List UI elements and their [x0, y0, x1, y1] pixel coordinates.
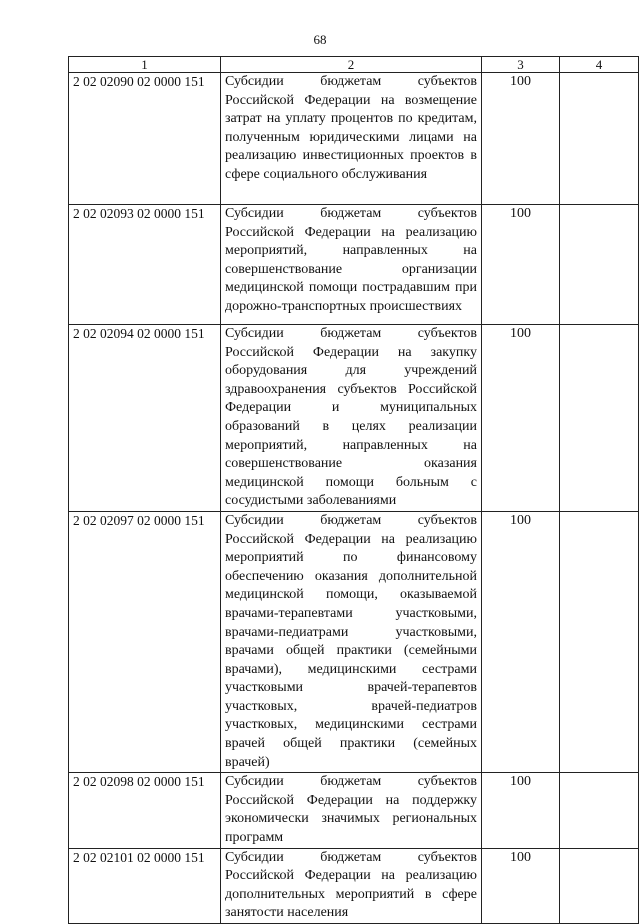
- value-cell-col3: 100: [482, 205, 560, 325]
- table-row: [69, 73, 639, 205]
- description-cell: Субсидии бюджетам субъектов Российской Федерации на возмещение затрат на уплату процентов по кредитам, полученным юридическими лицами на реализацию инвестиционных проектов в сфере социального обслуживания: [221, 73, 482, 205]
- value-cell-col4: [560, 511, 639, 772]
- description-cell: Субсидии бюджетам субъектов Российской Федерации на поддержку экономически значимых региональных программ: [221, 773, 482, 848]
- value-cell-col3: 100: [482, 511, 560, 772]
- column-header-1: 1: [69, 57, 221, 73]
- table-row: [69, 848, 639, 923]
- column-header-4: 4: [560, 57, 639, 73]
- column-header-3: 3: [482, 57, 560, 73]
- budget-code-cell: 2 02 02101 02 0000 151: [69, 848, 221, 923]
- value-cell-col3: 100: [482, 848, 560, 923]
- budget-classification-table: [68, 56, 639, 924]
- table-row: [69, 773, 639, 848]
- table-row: [69, 325, 639, 512]
- description-cell: Субсидии бюджетам субъектов Российской Федерации на закупку оборудования для учреждений здравоохранения субъектов Российской Федерации и муниципальных образований в целях реализации мероприятий, направленных на совершенствование оказания медицинской помощи больным с сосудистыми заболеваниями: [221, 325, 482, 512]
- budget-code-cell: 2 02 02098 02 0000 151: [69, 773, 221, 848]
- value-cell-col3: 100: [482, 73, 560, 205]
- column-header-2: 2: [221, 57, 482, 73]
- description-cell: Субсидии бюджетам субъектов Российской Федерации на реализацию дополнительных мероприятий в сфере занятости населения: [221, 848, 482, 923]
- value-cell-col4: [560, 205, 639, 325]
- table-row: [69, 205, 639, 325]
- value-cell-col4: [560, 773, 639, 848]
- table-row: [69, 511, 639, 772]
- budget-code-cell: 2 02 02094 02 0000 151: [69, 325, 221, 512]
- table-header-row: [69, 57, 639, 73]
- description-cell: Субсидии бюджетам субъектов Российской Федерации на реализацию мероприятий, направленных на совершенствование организации медицинской помощи пострадавшим при дорожно-транспортных происшествиях: [221, 205, 482, 325]
- page-number: 68: [313, 32, 327, 47]
- value-cell-col4: [560, 73, 639, 205]
- description-cell: Субсидии бюджетам субъектов Российской Федерации на реализацию мероприятий по финансовому обеспечению оказания дополнительной медицинской помощи, оказываемой врачами-терапевтами участковыми, врачами-педиатрами участковыми, врачами общей практики (семейными врачами), медицинскими сестрами участковыми врачей-терапевтов участковых, врачей-педиатров участковых, медицинскими сестрами врачей общей практики (семейных врачей): [221, 511, 482, 772]
- value-cell-col4: [560, 848, 639, 923]
- value-cell-col4: [560, 325, 639, 512]
- value-cell-col3: 100: [482, 773, 560, 848]
- budget-code-cell: 2 02 02090 02 0000 151: [69, 73, 221, 205]
- budget-code-cell: 2 02 02093 02 0000 151: [69, 205, 221, 325]
- budget-code-cell: 2 02 02097 02 0000 151: [69, 511, 221, 772]
- value-cell-col3: 100: [482, 325, 560, 512]
